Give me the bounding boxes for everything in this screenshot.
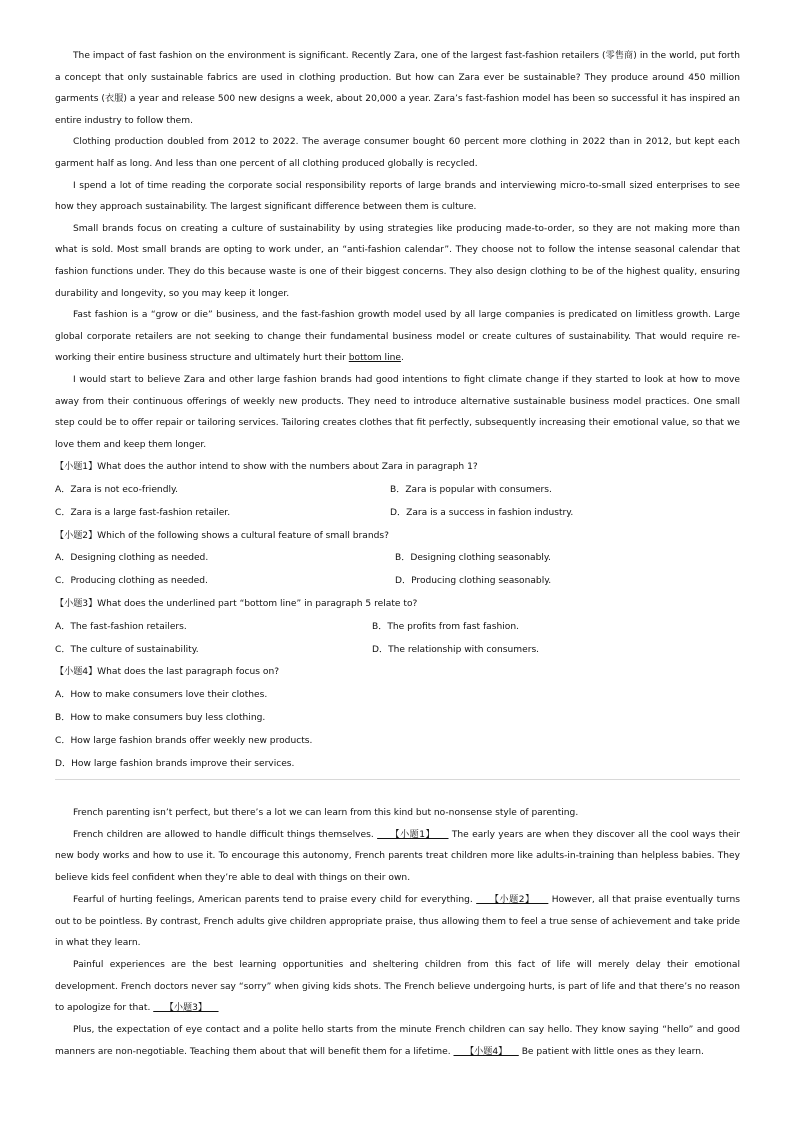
option[interactable]: C．The culture of sustainability. [55,644,199,655]
text: French children are allowed to handle difficult things themselves. [73,829,378,840]
text: The early years are when they discover all the cool ways their new body works and how to use it. To encourage this autonomy, French parents treat children more like adults-in-training than helpless babies. They believe kids feel confident when they’re able to deal with things on their own. [55,829,740,884]
option[interactable]: C．How large fashion brands offer weekly new products. [55,735,313,746]
option[interactable]: A．The fast-fashion retailers. [55,621,187,632]
question-4: 【小题4】What does the last paragraph focus on? [55,667,280,678]
paragraph: I would start to believe Zara and other large fashion brands had good intentions to fight climate change if they started to look at how to move away from their continuous offerings of weekly new products. They need to introduce alternative sustainable business model practices. One small step could be to offer repair or tailoring services. Tailoring creates clothes that fit perfectly, subsequently increasing their emotional value, so that we love them and keep them longer. [55,374,740,450]
option[interactable]: B．How to make consumers buy less clothing. [55,713,266,724]
option[interactable]: D．Producing clothing seasonably. [395,576,552,587]
answer-blank-2[interactable]: 【小题2】 [476,894,549,905]
options-row [55,616,740,639]
passage-1 [55,46,740,775]
option[interactable]: B．Designing clothing seasonably. [395,553,551,564]
passage-2 [55,803,740,1063]
option[interactable]: B．The profits from fast fashion. [372,621,519,632]
answer-blank-4[interactable]: 【小题4】 [453,1046,519,1057]
answer-blank-3[interactable]: 【小题3】 [153,1003,219,1014]
underlined-phrase: bottom line [348,353,401,364]
option[interactable]: C．Zara is a large fast-fashion retailer. [55,507,231,518]
options-row [55,502,740,525]
paragraph: Clothing production doubled from 2012 to 2022. The average consumer bought 60 percent more clothing in 2022 than in 2012, but kept each garment half as long. And less than one percent of all clothing produced globally is recycled. [55,137,740,169]
paragraph: The impact of fast fashion on the environment is significant. Recently Zara, one of the largest fast-fashion retailers (零售商) in the world, put forth a concept that only sustainable fabrics are used in clothing production. But how can Zara ever be sustainable? They produce around 450 million garments (衣服) a year and release 500 new designs a week, about 20,000 a year. Zara’s fast-fashion model has been so successful it has inspired an entire industry to follow them. [55,51,740,126]
question-1: 【小题1】What does the author intend to show with the numbers about Zara in paragraph 1? [55,462,478,473]
text: Painful experiences are the best learning opportunities and sheltering children from this fact of life will merely delay their emotional development. French doctors never say “sorry” when giving kids shots. The French believe undergoing hurts, is part of life and that there’s no reason to apologize for that. [55,959,740,1014]
paragraph: I spend a lot of time reading the corporate social responsibility reports of large brands and interviewing micro-to-small sized enterprises to see how they approach sustainability. The largest significant difference between them is culture. [55,180,740,213]
option[interactable]: B．Zara is popular with consumers. [390,485,552,496]
text: However, all that praise eventually turns out to be pointless. By contrast, French adults give children appropriate praise, thus allowing them to feel a true sense of achievement and take pride in what they learn. [55,894,741,949]
option[interactable]: C．Producing clothing as needed. [55,576,208,587]
option[interactable]: D．How large fashion brands improve their services. [55,758,295,769]
answer-blank-1[interactable]: 【小题1】 [377,829,449,840]
option[interactable]: A．Designing clothing as needed. [55,553,209,564]
paragraph [55,955,740,1020]
option[interactable]: D．Zara is a success in fashion industry. [390,507,574,518]
options-row [55,547,740,570]
text: Plus, the expectation of eye contact and a polite hello starts from the minute French children can say hello. They know saying “hello” and good manners are non-negotiable. Teaching them about that will benefit them for a lifetime. [55,1025,740,1057]
section-divider [55,779,740,780]
paragraph [55,305,740,370]
paragraph: Small brands focus on creating a culture of sustainability by using strategies like producing made-to-order, so they are not making more than what is sold. Most small brands are opting to work under, an “anti-fashion calendar”. They choose not to follow the intense seasonal calendar that fashion functions under. They do this because waste is one of their biggest concerns. They also design clothing to be of the highest quality, ensuring durability and longevity, so you may keep it longer. [55,223,740,299]
text: . [400,353,404,364]
paragraph: French parenting isn’t perfect, but there’s a lot we can learn from this kind but no-nonsense style of parenting. [73,808,579,818]
paragraph [55,1020,740,1063]
option[interactable]: A．How to make consumers love their clothes. [55,690,268,701]
option[interactable]: A．Zara is not eco-friendly. [55,485,178,496]
text: Fast fashion is a “grow or die” business, and the fast-fashion growth model used by all large companies is predicated on limitless growth. Large global corporate retailers are not seeking to change their fundamental business model or create cultures of sustainability. That would require re-working their entire business structure and ultimately hurt their [55,310,740,364]
question-2: 【小题2】Which of the following shows a cultural feature of small brands? [55,530,389,541]
paragraph [55,825,740,890]
paragraph [55,890,740,955]
options-row [55,639,740,662]
options-row [55,479,740,502]
options-row [55,570,740,593]
text: Be patient with little ones as they learn. [518,1046,704,1057]
text: Fearful of hurting feelings, American parents tend to praise every child for everything. [73,894,477,905]
option[interactable]: D．The relationship with consumers. [372,644,540,655]
question-3: 【小题3】What does the underlined part “bottom line” in paragraph 5 relate to? [55,599,418,610]
